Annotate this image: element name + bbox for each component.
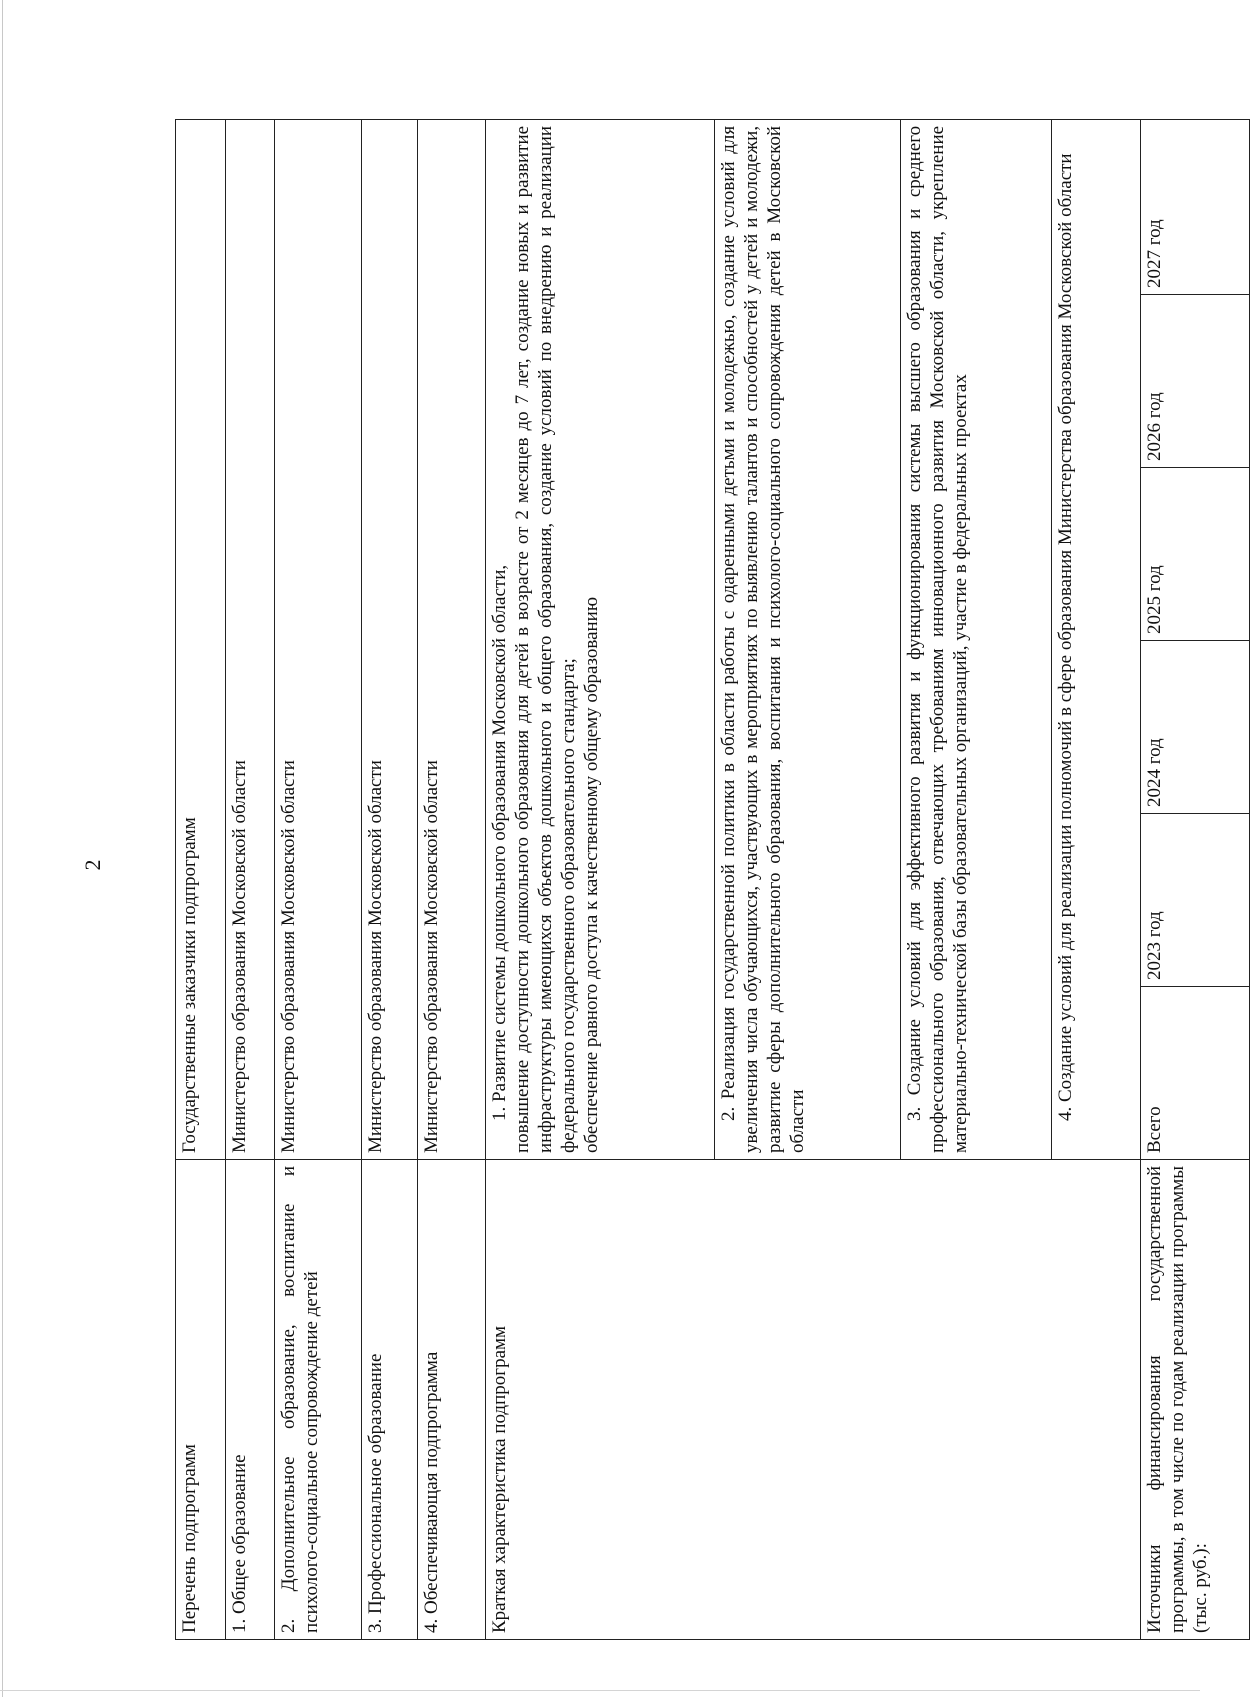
characteristic-1-line-3: обеспечение равного доступа к качественному общему образованию	[580, 596, 602, 1153]
financing-col-2024: 2024 год	[1140, 641, 1249, 814]
rotated-table-container	[175, 120, 1250, 1640]
characteristic-1-line-2: повышение доступности дошкольного образования для детей в возрасте от 2 месяцев до 7 лет, создание новых и развитие инфраструктуры имеющихся объектов дошкольного и общего образования, создание условий по внедрению и реализации федерального государственного образовательного стандарта;	[511, 125, 579, 1153]
characteristic-2-number: 2.	[717, 1106, 739, 1121]
characteristic-item-4	[1051, 119, 1140, 1159]
characteristics-label: Краткая характеристика подпрограмм	[485, 1160, 1140, 1640]
characteristic-4-number: 4.	[1054, 1106, 1076, 1121]
table-row	[225, 119, 275, 1639]
table-row	[485, 119, 714, 1639]
subprogram-2-label: 2. Дополнительное образование, воспитание и психолого-социальное сопровождение детей	[275, 1160, 362, 1640]
financing-col-2027: 2027 год	[1140, 119, 1249, 294]
characteristic-item-1	[485, 119, 714, 1159]
characteristic-2-text: Реализация государственной политики в области работы с одаренными детьми и молодежью, создание условий для увеличения числа обучающихся, участвующих в мероприятиях по выявлению талантов и способностей у детей и молодежи, развитие сферы дополнительного образования, воспитания и психолого-социального сопровождения детей в Московской области	[717, 125, 808, 1153]
characteristic-3-text: Создание условий для эффективного развития и функционирования системы высшего образования и среднего профессионального образования, отвечающих требованиям инновационного развития Московской области, укрепление материально-технической базы образовательных организаций, участие в федеральных проектах	[903, 125, 971, 1153]
characteristic-1-line-1: 1. Развитие системы дошкольного образования Московской области,	[488, 564, 510, 1121]
page-number: 2	[80, 859, 105, 871]
table-row	[1140, 119, 1249, 1639]
table-row	[275, 119, 362, 1639]
financing-col-2025: 2025 год	[1140, 468, 1249, 641]
characteristic-item-2	[714, 119, 900, 1159]
subprogram-list-value: Государственные заказчики подпрограмм	[176, 119, 226, 1159]
table-row	[417, 119, 485, 1639]
subprogram-3-label: 3. Профессиональное образование	[361, 1160, 417, 1640]
financing-label: Источники финансирования государственной программы, в том числе по годам реализации программы (тыс. руб.):	[1140, 1160, 1249, 1640]
table-row	[361, 119, 417, 1639]
subprogram-3-customer: Министерство образования Московской области	[361, 119, 417, 1159]
characteristic-1-number: 1.	[488, 1106, 510, 1121]
characteristic-3-number: 3.	[903, 1106, 925, 1121]
characteristic-item-3	[900, 119, 1051, 1159]
subprogram-4-label: 4. Обеспечивающая подпрограмма	[417, 1160, 485, 1640]
scan-edge-left	[2, 0, 3, 1697]
financing-col-2023: 2023 год	[1140, 814, 1249, 987]
subprogram-1-label: 1. Общее образование	[225, 1160, 275, 1640]
scan-edge-bottom	[0, 1690, 1200, 1691]
financing-col-total: Всего	[1140, 987, 1249, 1160]
table-row	[176, 119, 226, 1639]
financing-col-2026: 2026 год	[1140, 295, 1249, 468]
subprogram-4-customer: Министерство образования Московской области	[417, 119, 485, 1159]
subprogram-list-label: Перечень подпрограмм	[176, 1160, 226, 1640]
characteristic-4-text: Создание условий для реализации полномочий в сфере образования Министерства образования Московской области	[1054, 153, 1076, 1102]
program-passport-table	[175, 119, 1250, 1640]
subprogram-1-customer: Министерство образования Московской области	[225, 119, 275, 1159]
subprogram-2-customer: Министерство образования Московской области	[275, 119, 362, 1159]
